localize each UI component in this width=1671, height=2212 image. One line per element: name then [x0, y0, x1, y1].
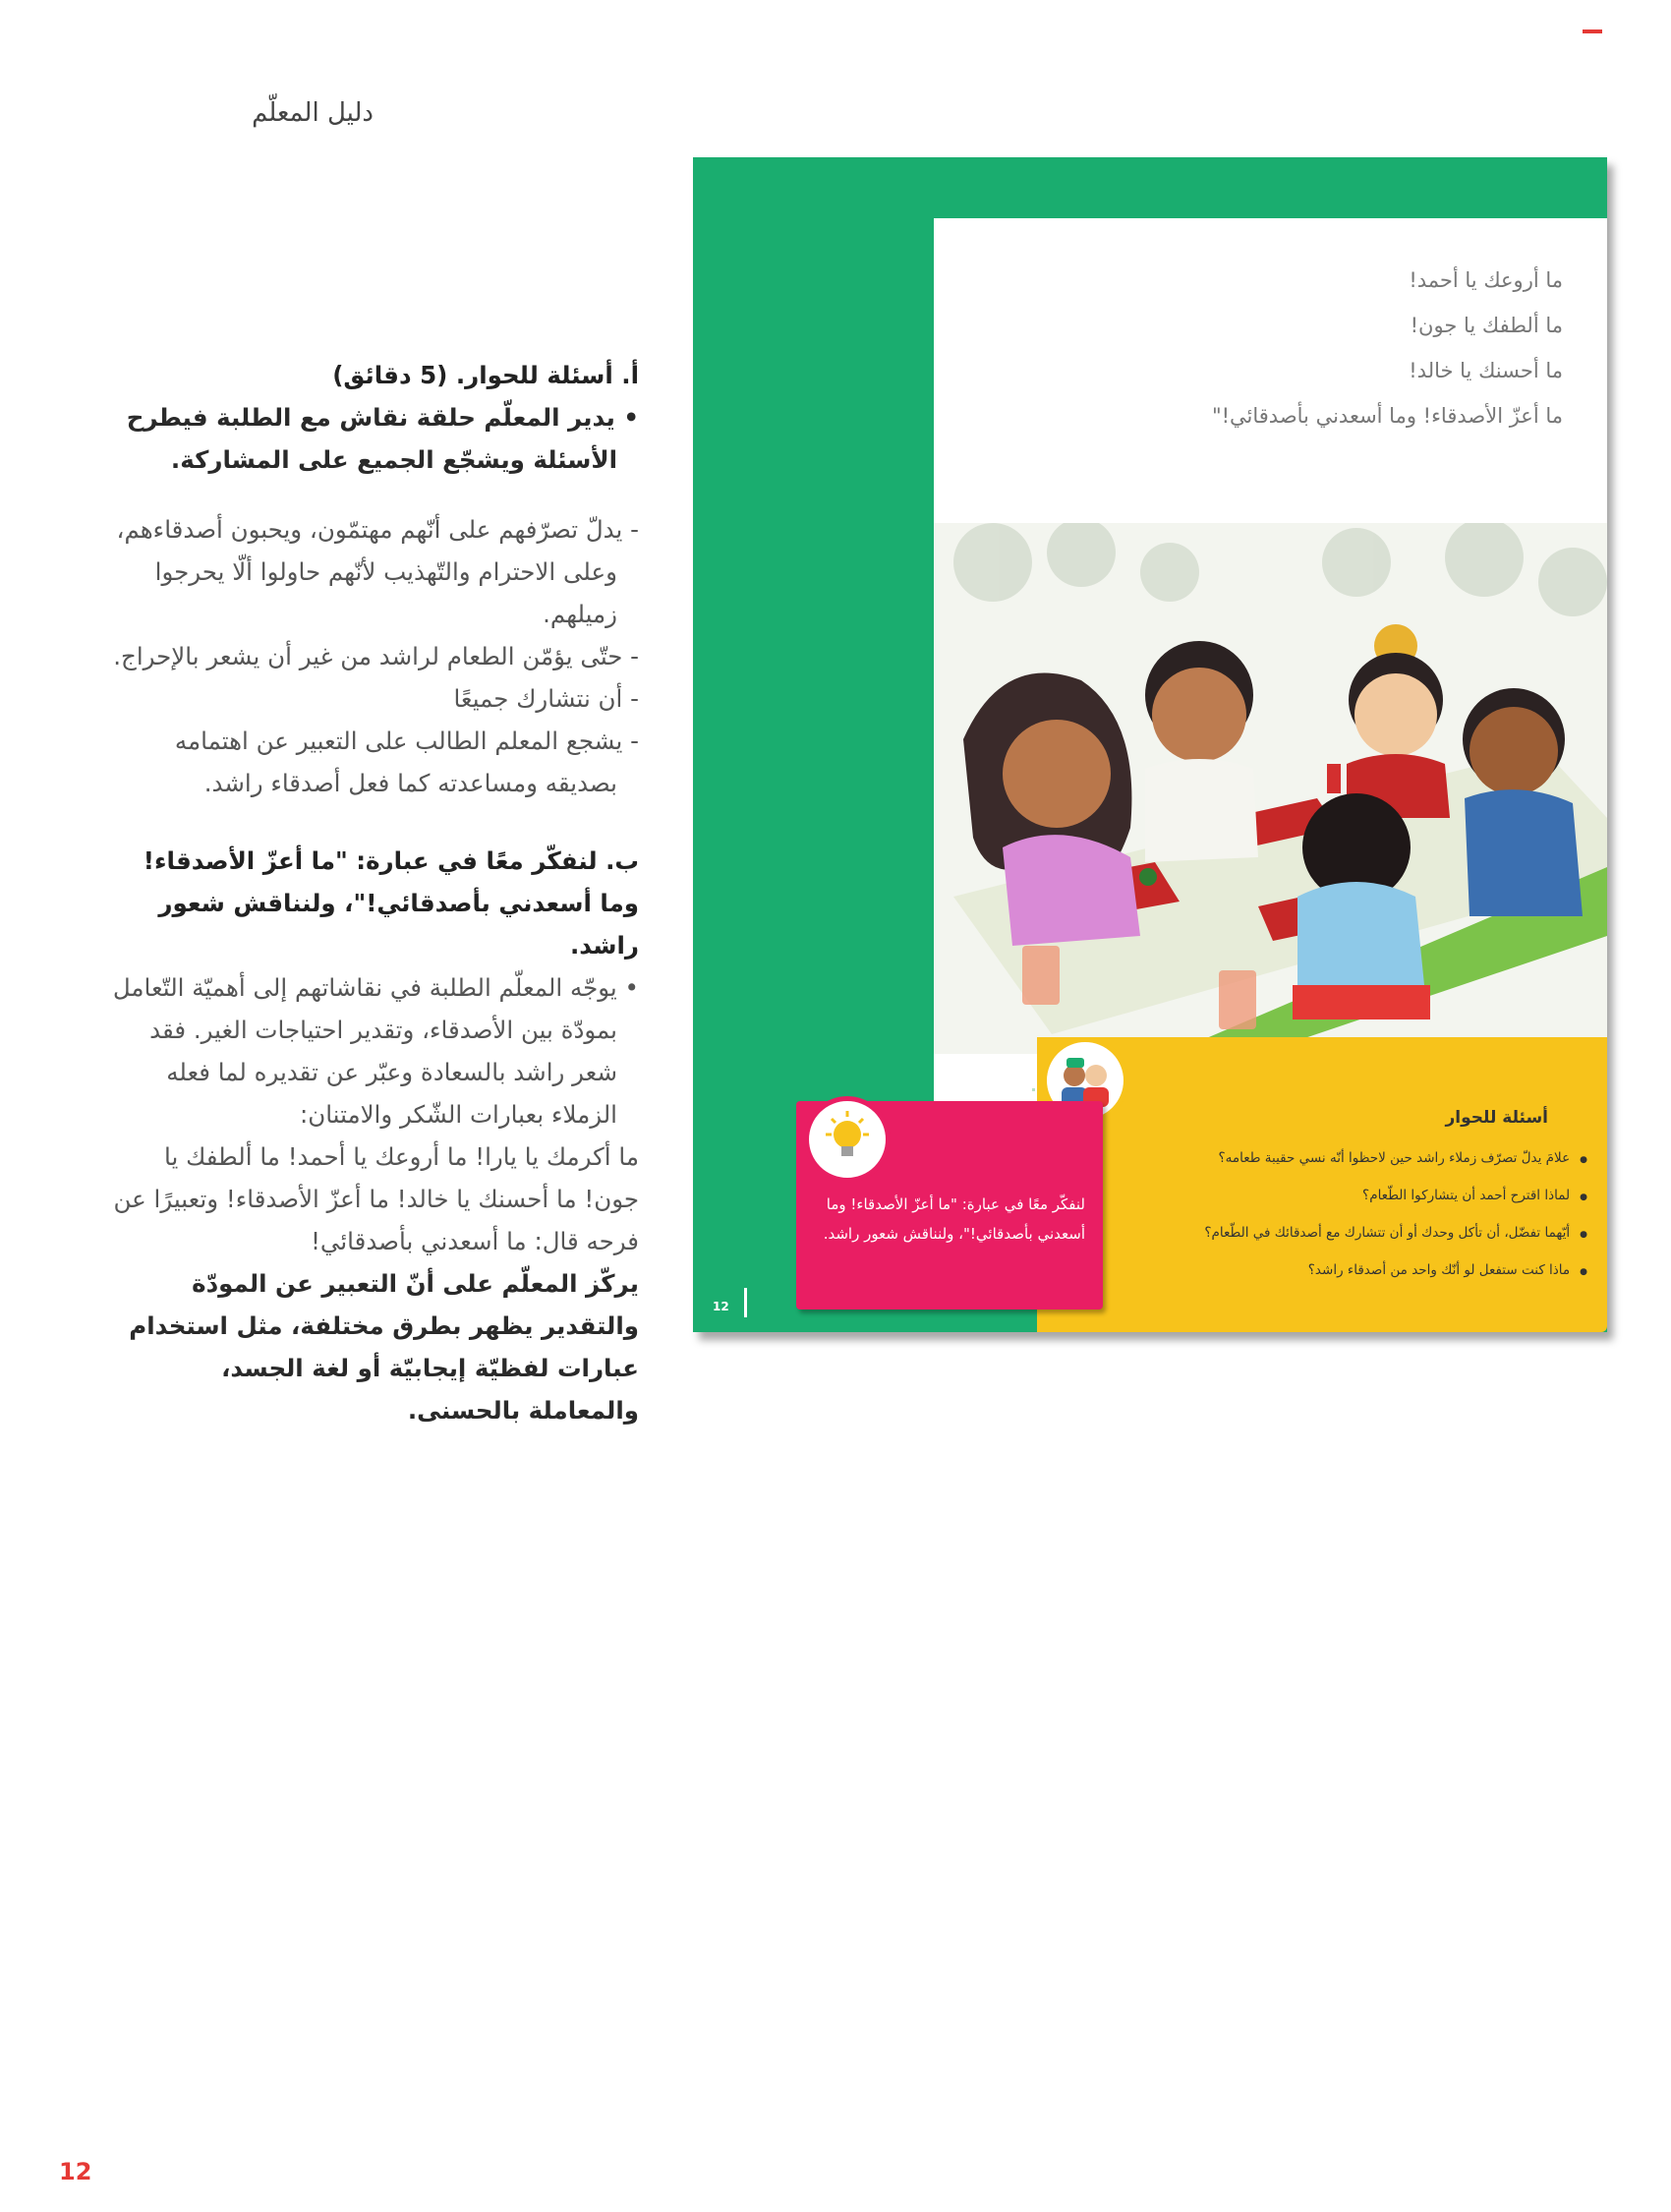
answer-2: - حتّى يؤمّن الطعام لراشد من غير أن يشعر بالإحراج.: [113, 642, 639, 670]
student-book-page: [693, 157, 1607, 1332]
book-page-number: 12: [713, 1300, 729, 1313]
answer-4: - يشجع المعلم الطالب على التعبير عن اهتمامه بصديقه ومساعدته كما فعل أصدقاء راشد.: [174, 727, 639, 797]
dialogue-question-list: [1057, 1140, 1587, 1290]
dialogue-question: ● علامَ يدلّ تصرّف زملاء راشد حين لاحظوا أنّه نسي حقيبة طعامه؟: [1057, 1140, 1587, 1178]
section-b-title: ب. لنفكّر معًا في عبارة: "ما أعزّ الأصدقاء! وما أسعدني بأصدقائي!"، ولنناقش شعور راشد.: [143, 846, 639, 960]
lightbulb-icon: [804, 1096, 891, 1183]
dialogue-question: ● ماذا كنت ستفعل لو أنّك واحد من أصدقاء راشد؟: [1057, 1252, 1587, 1290]
page-header-title: دليل المعلّم: [252, 98, 374, 128]
answer-1: - يدلّ تصرّفهم على أنّهم مهتمّون، ويحبون أصدقاءهم، وعلى الاحترام والتّهذيب لأنّهم حاولوا ألّا يحرجوا زميلهم.: [116, 515, 639, 628]
children-lunch-illustration: [934, 523, 1607, 1054]
closing-note: يركّز المعلّم على أنّ التعبير عن المودّة والتقدير يظهر بطرق مختلفة، مثل استخدام عبارات لفظيّة إيجابيّة أو لغة الجسد، والمعاملة بالحسنى.: [129, 1269, 639, 1425]
answer-3: - أن نتشارك جميعًا: [453, 684, 639, 713]
think-together-text: لنفكّر معًا في عبارة: "ما أعزّ الأصدقاء! وما أسعدني بأصدقائي!"، ولنناقش شعور راشد.: [823, 1195, 1085, 1243]
dialogue-title: أسئلة للحوار: [1445, 1108, 1548, 1128]
page-number: 12: [59, 2158, 92, 2185]
book-line: ما ألطفك يا جون!: [1410, 314, 1563, 337]
book-line: ما أروعك يا أحمد!: [1409, 268, 1563, 292]
dialogue-question: ● لماذا اقترح أحمد أن يتشاركوا الطّعام؟: [1057, 1178, 1587, 1215]
section-b-bullet: • يوجّه المعلّم الطلبة في نقاشاتهم إلى أهميّة التّعامل بمودّة بين الأصدقاء، وتقدير احتياجات الغير. فقد شعر راشد بالسعادة وعبّر عن تقديره لما فعله الزملاء بعبارات الشّكر والامتنان:: [112, 973, 639, 1129]
teacher-notes: [108, 354, 639, 1431]
book-line: ما أعزّ الأصدقاء! وما أسعدني بأصدقائي!": [1211, 404, 1563, 428]
book-line: ما أحسنك يا خالد!: [1409, 359, 1563, 382]
top-accent-mark: [1583, 29, 1602, 33]
book-story-text: [953, 258, 1563, 438]
gratitude-quote: ما أكرمك يا يارا! ما أروعك يا أحمد! ما ألطفك يا جون! ما أحسنك يا خالد! ما أعزّ الأصدقاء! وتعبيرًا عن فرحه قال: ما أسعدني بأصدقائي!: [113, 1142, 639, 1255]
section-a-title: أ. أسئلة للحوار. (5 دقائق): [332, 361, 639, 389]
section-a-bullet: • يدير المعلّم حلقة نقاش مع الطلبة فيطرح الأسئلة ويشجّع الجميع على المشاركة.: [126, 403, 639, 474]
book-page-tick: [744, 1288, 747, 1317]
dialogue-question: ● أيّهما تفضّل، أن تأكل وحدك أو أن تتشارك مع أصدقائك في الطّعام؟: [1057, 1215, 1587, 1252]
